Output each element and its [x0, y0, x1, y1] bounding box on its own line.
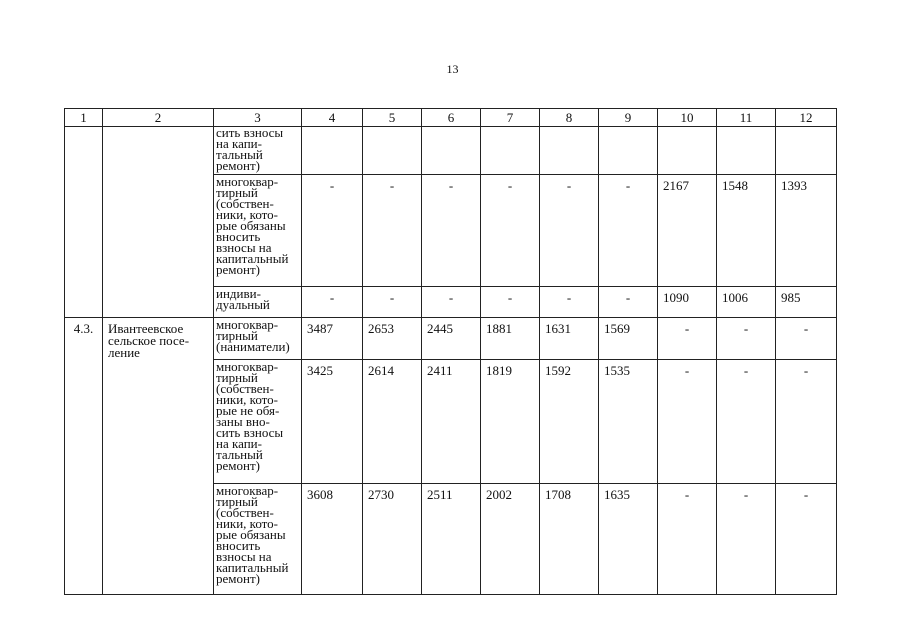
housing-type-cell	[214, 127, 302, 175]
header-cell: 7	[481, 109, 540, 127]
cell-line: тальный	[216, 147, 263, 162]
cell-line: многоквар-	[216, 483, 279, 498]
value-cell: 1631	[540, 318, 599, 360]
header-cell: 5	[363, 109, 422, 127]
value-cell: 2511	[422, 484, 481, 595]
value-cell: 2445	[422, 318, 481, 360]
cell-line: (собствен-	[216, 505, 274, 520]
value-cell	[658, 127, 717, 175]
value-cell	[599, 127, 658, 175]
cell-line: рые не обя-	[216, 403, 280, 418]
value-cell: 1090	[658, 287, 717, 318]
value-cell: 2614	[363, 360, 422, 484]
value-cell: 2002	[481, 484, 540, 595]
value-cell: -	[776, 484, 837, 595]
header-cell: 10	[658, 109, 717, 127]
value-cell: -	[776, 360, 837, 484]
cell-line: взносы на	[216, 240, 272, 255]
data-table	[64, 108, 837, 595]
cell-line: вносить	[216, 229, 261, 244]
cell-line: тирный	[216, 328, 258, 343]
cell-line: сельское посе-	[108, 333, 190, 348]
value-cell	[776, 127, 837, 175]
value-cell: -	[540, 287, 599, 318]
value-cell: -	[658, 484, 717, 595]
value-cell: 2653	[363, 318, 422, 360]
header-cell: 9	[599, 109, 658, 127]
value-cell: -	[658, 360, 717, 484]
value-cell	[302, 127, 363, 175]
value-cell: -	[599, 175, 658, 287]
cell-line: сить взносы	[216, 425, 284, 440]
value-cell: 3487	[302, 318, 363, 360]
cell-line: тирный	[216, 185, 258, 200]
cell-line: рые обязаны	[216, 527, 286, 542]
cell-line: тирный	[216, 370, 258, 385]
cell-line: ление	[108, 345, 140, 360]
value-cell: 1635	[599, 484, 658, 595]
cell-line: на капи-	[216, 136, 262, 151]
cell-line: на капи-	[216, 436, 262, 451]
cell-line: (собствен-	[216, 196, 274, 211]
value-cell: 1592	[540, 360, 599, 484]
header-cell: 6	[422, 109, 481, 127]
value-cell: 1548	[717, 175, 776, 287]
cell-line: взносы на	[216, 549, 272, 564]
cell-line: капитальный	[216, 251, 289, 266]
value-cell: -	[302, 175, 363, 287]
value-cell: -	[422, 287, 481, 318]
value-cell: 1881	[481, 318, 540, 360]
cell-line: (наниматели)	[216, 339, 290, 354]
value-cell: 2730	[363, 484, 422, 595]
value-cell: -	[302, 287, 363, 318]
value-cell: -	[363, 287, 422, 318]
value-cell: 1393	[776, 175, 837, 287]
cell-line: ремонт)	[216, 571, 260, 586]
header-row	[65, 109, 837, 127]
housing-type-cell	[214, 484, 302, 595]
row-number-cell	[65, 127, 103, 318]
housing-type-cell	[214, 318, 302, 360]
cell-line: ники, кото-	[216, 392, 279, 407]
cell-line: сить взносы	[216, 125, 284, 140]
header-cell: 12	[776, 109, 837, 127]
cell-line: ники, кото-	[216, 207, 279, 222]
value-cell	[540, 127, 599, 175]
value-cell	[717, 127, 776, 175]
value-cell: -	[599, 287, 658, 318]
table-row	[65, 127, 837, 175]
value-cell: 1708	[540, 484, 599, 595]
housing-type-cell	[214, 287, 302, 318]
header-cell: 3	[214, 109, 302, 127]
settlement-cell	[103, 127, 214, 318]
header-cell: 1	[65, 109, 103, 127]
value-cell: 1819	[481, 360, 540, 484]
header-cell: 4	[302, 109, 363, 127]
header-cell: 11	[717, 109, 776, 127]
cell-line: индиви-	[216, 286, 261, 301]
value-cell: -	[481, 175, 540, 287]
value-cell: -	[422, 175, 481, 287]
cell-line: многоквар-	[216, 174, 279, 189]
value-cell	[481, 127, 540, 175]
value-cell: -	[717, 484, 776, 595]
cell-line: многоквар-	[216, 359, 279, 374]
cell-line: вносить	[216, 538, 261, 553]
cell-line: многоквар-	[216, 317, 279, 332]
page-number: 13	[446, 62, 459, 76]
cell-line: заны вно-	[216, 414, 270, 429]
value-cell: -	[717, 318, 776, 360]
value-cell: 1569	[599, 318, 658, 360]
header-cell: 2	[103, 109, 214, 127]
cell-line: тальный	[216, 447, 263, 462]
value-cell: -	[717, 360, 776, 484]
cell-line: ремонт)	[216, 158, 260, 173]
row-number-cell: 4.3.	[65, 318, 103, 595]
value-cell: -	[658, 318, 717, 360]
value-cell: -	[481, 287, 540, 318]
value-cell: 985	[776, 287, 837, 318]
cell-line: ремонт)	[216, 458, 260, 473]
header-cell: 8	[540, 109, 599, 127]
value-cell: 3608	[302, 484, 363, 595]
cell-line: дуальный	[216, 297, 270, 312]
value-cell: -	[540, 175, 599, 287]
value-cell: -	[363, 175, 422, 287]
housing-type-cell	[214, 175, 302, 287]
cell-line: капитальный	[216, 560, 289, 575]
cell-line: тирный	[216, 494, 258, 509]
value-cell	[363, 127, 422, 175]
cell-line: (собствен-	[216, 381, 274, 396]
value-cell: 1535	[599, 360, 658, 484]
value-cell: 1006	[717, 287, 776, 318]
value-cell: 2167	[658, 175, 717, 287]
value-cell: 2411	[422, 360, 481, 484]
cell-line: ремонт)	[216, 262, 260, 277]
cell-line: Ивантеевское	[108, 321, 184, 336]
value-cell: 3425	[302, 360, 363, 484]
cell-line: ники, кото-	[216, 516, 279, 531]
settlement-cell	[103, 318, 214, 595]
housing-type-cell	[214, 360, 302, 484]
value-cell	[422, 127, 481, 175]
cell-line: рые обязаны	[216, 218, 286, 233]
value-cell: -	[776, 318, 837, 360]
table-row	[65, 318, 837, 360]
